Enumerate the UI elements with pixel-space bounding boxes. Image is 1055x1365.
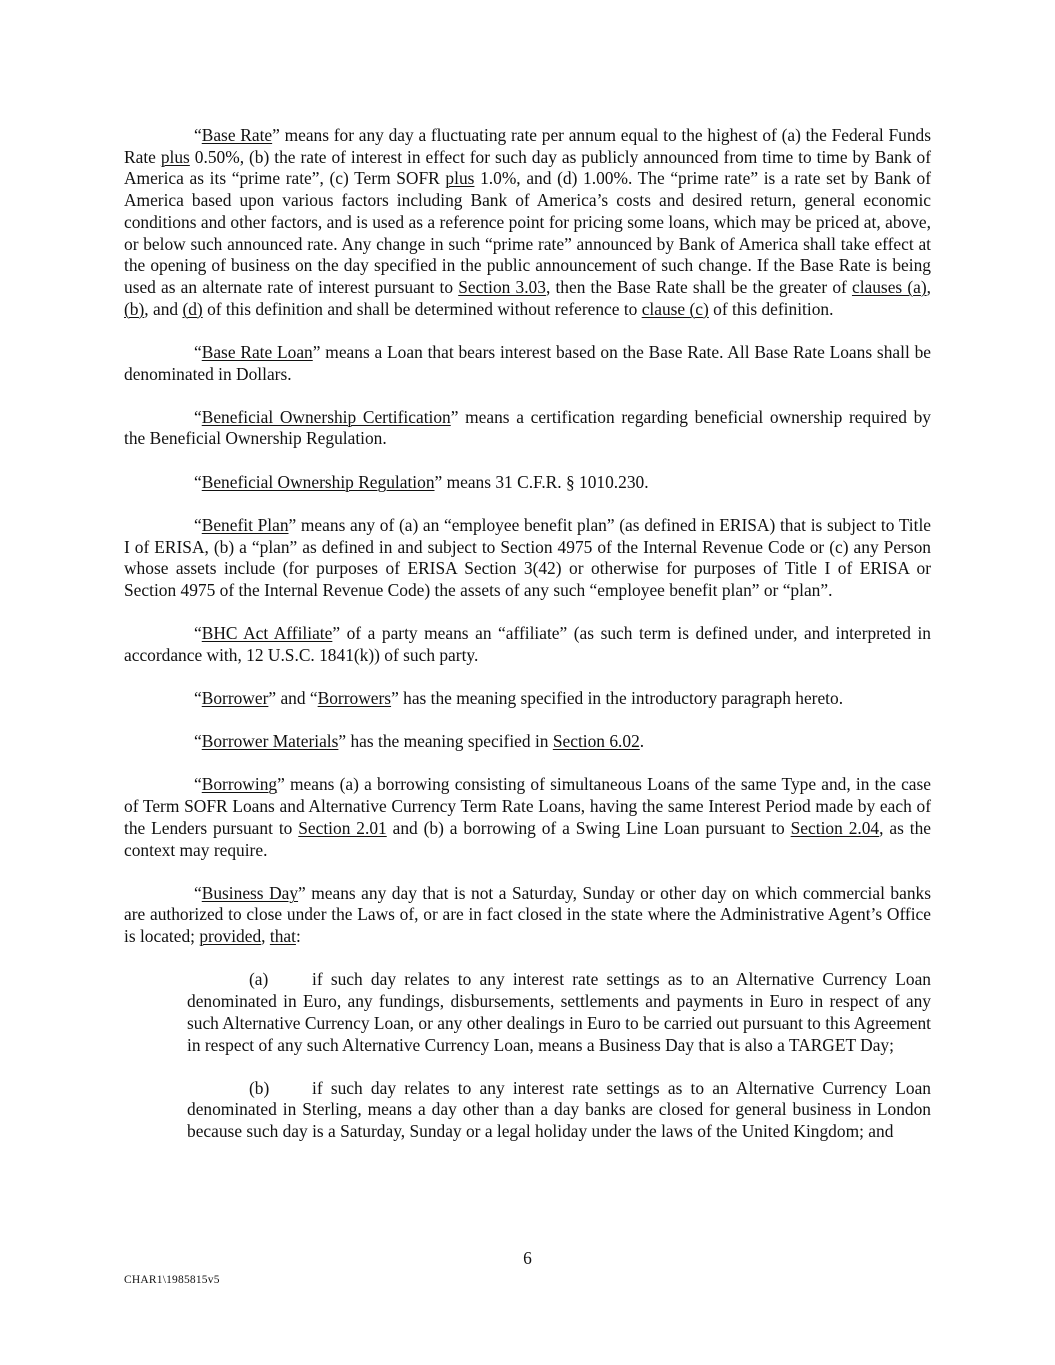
underlined-term: Beneficial Ownership Regulation — [201, 471, 435, 492]
underlined-term: plus — [445, 168, 475, 189]
definition-text: of this definition. — [708, 298, 834, 319]
underlined-term: Section 3.03 — [458, 276, 546, 297]
underlined-term: Section 6.02 — [552, 731, 640, 752]
definition-text: ” means for any day a fluctuating rate per annum equal to the highest of (a) the Federal Funds Rate — [124, 125, 931, 167]
underlined-term: Section 2.04 — [790, 817, 880, 838]
definition-borrower-materials — [124, 731, 931, 753]
page-number: 6 — [523, 1248, 532, 1268]
definition-text: “ — [194, 688, 202, 709]
definition-text: : — [295, 926, 301, 947]
definition-text: “ — [194, 623, 202, 644]
definition-text: , — [261, 926, 270, 947]
definition-base-rate — [124, 125, 931, 320]
clause-label: (a) — [249, 969, 269, 990]
clause-text: if such day relates to any interest rate settings as to an Alternative Currency Loan denominated in Euro, any fundings, disbursements, settlements and payments in Euro in respect of any such Alternative Currency Loan, or any other dealings in Euro to be carried out pursuant to this Agreement in respect of any such Alternative Currency Loan, means a Business Day that is also a TARGET Day; — [187, 969, 931, 1055]
underlined-term: Section 2.01 — [298, 817, 387, 838]
definition-text: ” means (a) a borrowing consisting of simultaneous Loans of the same Type and, in the case of Term SOFR Loans and Alternative Currency Term Rate Loans, having the same Interest Period made by each of the Lenders pursuant to — [124, 774, 931, 838]
underlined-term: clause (c) — [641, 298, 709, 319]
underlined-term: BHC Act Affiliate — [201, 623, 333, 644]
definition-text: “ — [194, 514, 202, 535]
definition-text: , and — [144, 298, 183, 319]
definition-text: , then the Base Rate shall be the greater of — [545, 276, 852, 297]
definition-beneficial-ownership-regulation — [124, 472, 931, 494]
definition-text: “ — [194, 471, 202, 492]
underlined-term: Benefit Plan — [201, 514, 289, 535]
definition-text: “ — [194, 341, 202, 362]
underlined-term: Borrowing — [201, 774, 278, 795]
definition-bhc-act-affiliate — [124, 623, 931, 666]
definition-text: “ — [194, 125, 202, 145]
definition-text: ” has the meaning specified in the introductory paragraph hereto. — [391, 688, 844, 709]
definition-text: ” and “ — [268, 688, 318, 709]
definition-text: 0.50%, (b) the rate of interest in effect for such day as publicly announced from time to time by Bank of America as its “prime rate”, (c) Term SOFR — [124, 146, 931, 189]
definition-text: 1.0%, and (d) 1.00%. The “prime rate” is a rate set by Bank of America based upon various factors including Bank of America’s costs and desired return, general economic conditions and other factors, and is used as a reference point for pricing some loans, which may be priced at, above, or below such announced rate. Any change in such “prime rate” announced by Bank of America shall take effect at the opening of business on the day specified in the public announcement of such change. If the Base Rate is being used as an alternate rate of interest pursuant to — [124, 168, 931, 297]
clause-text: if such day relates to any interest rate settings as to an Alternative Currency Loan denominated in Sterling, means a day other than a day banks are closed for general business in London because such day is a Saturday, Sunday or a legal holiday under the laws of the United Kingdom; and — [187, 1077, 931, 1142]
definition-text: “ — [194, 731, 202, 752]
definition-text: and (b) a borrowing of a Swing Line Loan pursuant to — [386, 817, 791, 838]
definition-text: of this definition and shall be determined without reference to — [202, 298, 642, 319]
definition-text: , as the context may require. — [124, 817, 931, 860]
definition-benefit-plan — [124, 515, 931, 602]
underlined-term: Business Day — [201, 882, 299, 903]
underlined-term: (b) — [124, 298, 145, 319]
definition-text: “ — [194, 406, 202, 427]
definition-base-rate-loan — [124, 342, 931, 385]
clause-item — [187, 969, 931, 1056]
clause-item — [187, 1078, 931, 1143]
definitions-list — [124, 125, 931, 948]
definition-text: ” has the meaning specified in — [338, 731, 553, 752]
definition-borrowing — [124, 774, 931, 861]
underlined-term: Base Rate — [201, 125, 273, 145]
definition-text: “ — [194, 882, 202, 903]
underlined-term: plus — [160, 146, 190, 167]
underlined-term: that — [269, 926, 296, 947]
definition-text: ” means any of (a) an “employee benefit plan” (as defined in ERISA) that is subject to Title I of ERISA, (b) a “plan” as defined in and subject to Section 4975 of the Internal Revenue Code or (c) any Person whose assets include (for purposes of ERISA Section 3(42) or otherwise for purposes of Title I of ERISA or Section 4975 of the Internal Revenue Code) the assets of any such “employee benefit plan” or “plan”. — [124, 514, 931, 600]
definition-text: ” means any day that is not a Saturday, Sunday or other day on which commercial banks are authorized to close under the Laws of, or are in fact closed in the state where the Administrative Agent’s Office is located; — [124, 882, 931, 947]
underlined-term: clauses (a) — [851, 276, 927, 297]
definition-text: ” means a certification regarding beneficial ownership required by the Beneficial Ownership Regulation. — [124, 406, 931, 449]
definition-text: “ — [194, 774, 202, 795]
underlined-term: Base Rate Loan — [201, 341, 313, 362]
definition-text: ” means 31 C.F.R. § 1010.230. — [434, 471, 649, 492]
definitions-section — [124, 125, 931, 1164]
definition-beneficial-ownership-certification — [124, 407, 931, 450]
underlined-term: Borrower Materials — [201, 731, 339, 752]
document-id: CHAR1\1985815v5 — [124, 1274, 220, 1286]
definition-text: , — [926, 276, 932, 297]
clause-label: (b) — [249, 1077, 270, 1098]
definition-text: . — [639, 731, 645, 752]
underlined-term: Beneficial Ownership Certification — [201, 406, 451, 427]
underlined-term: provided — [199, 926, 262, 947]
definition-text: ” means a Loan that bears interest based on the Base Rate. All Base Rate Loans shall be denominated in Dollars. — [124, 341, 931, 384]
business-day-clauses — [124, 969, 931, 1142]
underlined-term: (d) — [182, 298, 203, 319]
definition-text: ” of a party means an “affiliate” (as such term is defined under, and interpreted in accordance with, 12 U.S.C. 1841(k)) of such party. — [124, 623, 932, 665]
definition-borrower — [124, 688, 931, 710]
underlined-term: Borrowers — [317, 688, 392, 709]
definition-business-day — [124, 883, 931, 948]
underlined-term: Borrower — [201, 688, 269, 709]
